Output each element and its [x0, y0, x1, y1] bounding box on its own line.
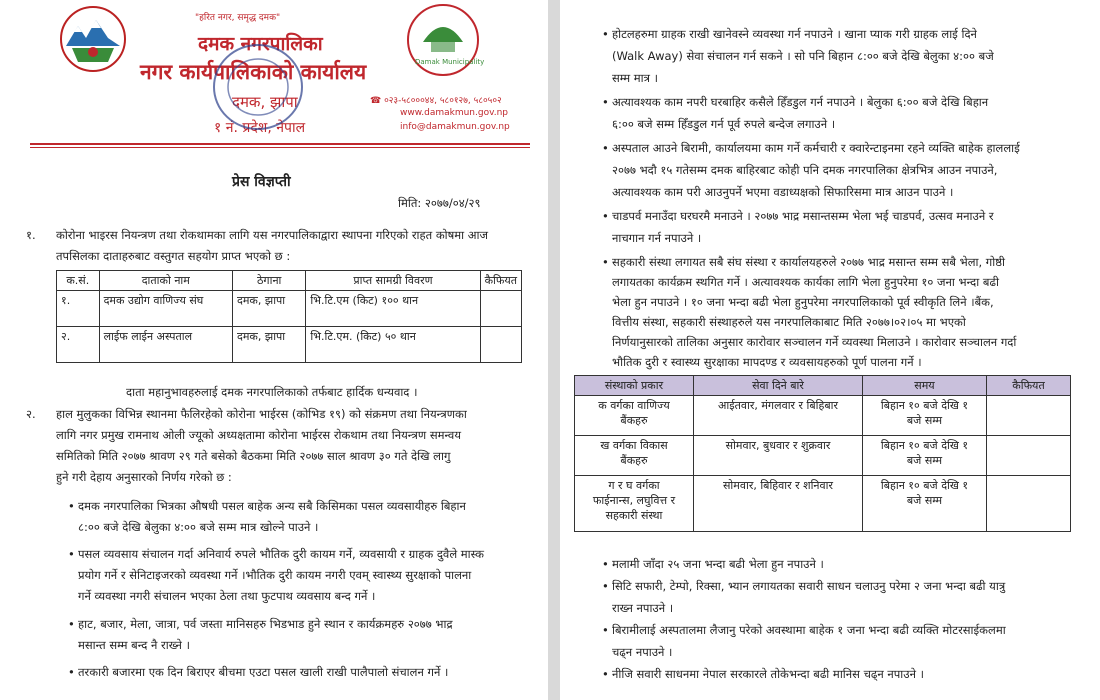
- list-item-line: अस्पताल आउने बिरामी, कार्यालयमा काम गर्ने कर्मचारी र क्वारेन्टाइनमा रहने व्यक्ति बाहेक हाललाई: [612, 141, 1020, 155]
- table-cell: भि.टि.एम (किट) १०० थान: [306, 291, 480, 327]
- province-line: १ नं. प्रदेश, नेपाल: [214, 120, 306, 136]
- list-item-line: निर्णयानुसारको तालिका अनुसार कारोवार सञ्चालन गर्ने व्यवस्था मिलाउने । कारोवार सञ्चालन गर्दा: [612, 335, 1017, 349]
- header-divider-bottom: [30, 147, 530, 148]
- table-header: कैफियत: [480, 271, 521, 291]
- para1-line-1: कोरोना भाइरस नियन्त्रण तथा रोकथामका लागि यस नगरपालिकाद्वारा स्थापना गरिएको राहत कोषमा आज: [56, 228, 489, 242]
- table-cell: १.: [57, 291, 100, 327]
- table-cell: [480, 291, 521, 327]
- list-item-line: गर्ने व्यवस्था नगरी संचालन भएका ठेला तथा फुटपाथ व्यवसाय बन्द गर्ने ।: [78, 589, 376, 603]
- list-item-line: भेला हुन नपाउने । १० जना भन्दा बढी भेला हुनुपरेमा नगरपालिकाको पूर्व स्वीकृति लिने ।बैंक,: [612, 295, 994, 309]
- table-header: कैफियत: [987, 376, 1071, 396]
- para2-line-2: लागि नगर प्रमुख रामनाथ ओली ज्यूको अध्यक्षतामा कोरोना भाईरस रोकथाम तथा नियन्त्रण समन्वय: [56, 428, 461, 442]
- table-row: [575, 436, 1071, 476]
- date-label: मिति: २०७७/०४/२९: [398, 196, 481, 210]
- office-title: नगर कार्यपालिकाको कार्यालय: [140, 60, 367, 84]
- list-item-line: अत्यावश्यक काम नपरी घरबाहिर कसैले हिँडडुल गर्न नपाउने । बेलुका ६:०० बजे देखि बिहान: [612, 95, 989, 109]
- list-item-line: ८:०० बजे देखि बेलुका ४:०० बजे सम्म मात्र खोल्ने पाउने ।: [78, 520, 319, 534]
- para2-line-4: हुने गरी देहाय अनुसारको निर्णय गरेको छ :: [56, 470, 232, 484]
- office-stamp-icon: [208, 40, 308, 135]
- table-header: दाताको नाम: [99, 271, 232, 291]
- bullet-icon: •: [602, 579, 609, 593]
- para2-line-1: हाल मुलुकका विभिन्न स्थानमा फैलिरहेको कोरोना भाईरस (कोभिड १९) को संक्रमण तथा नियन्त्रणका: [56, 407, 467, 421]
- list-item-line: पसल व्यवसाय संचालन गर्दा अनिवार्य रुपले भौतिक दुरी कायम गर्ने, व्यवसायी र ग्राहक दुवैले मास्क: [78, 547, 484, 561]
- list-item-line: नाचगान गर्न नपाउने ।: [612, 231, 702, 245]
- list-item-line: मलामी जाँदा २५ जना भन्दा बढी भेला हुन नपाउने ।: [612, 557, 824, 571]
- table-cell: २.: [57, 327, 100, 363]
- list-item-line: बिरामीलाई अस्पतालमा लैजानु परेको अवस्थामा बाहेक १ जना भन्दा बढी व्यक्ति मोटरसाईकलमा: [612, 623, 1006, 637]
- bullet-icon: •: [602, 95, 609, 109]
- phone-number: ☎ ०२३-५८०००४४, ५८०१२७, ५८०५०२: [370, 96, 502, 106]
- list-item-line: लगायतका कार्यक्रम स्थगित गर्ने । अत्यावश्यक कार्यका लागि भेला हुनुपरेमा १० जना भन्दा बढी: [612, 275, 999, 289]
- table-header-row: [57, 271, 522, 291]
- list-item-line: चाडपर्व मनाउँदा घरघरमै मनाउने । २०७७ भाद्र मसान्तसम्म भेला भई चाडपर्व, उत्सव मनाउने र: [612, 209, 994, 223]
- list-item-line: भौतिक दुरी र स्वास्थ्य सुरक्षाका मापदण्ड र व्यवसायहरुको पूर्ण पालना गर्ने ।: [612, 355, 922, 369]
- header-divider-top: [30, 143, 530, 145]
- table-cell: बिहान १० बजे देखि १ बजे सम्म: [863, 476, 987, 532]
- table-cell: दमक, झापा: [233, 327, 306, 363]
- list-item-line: होटलहरुमा ग्राहक राखी खानेवस्ने व्यवस्था गर्न नपाउने । खाना प्याक गरी ग्राहक लाई दिने: [612, 27, 977, 41]
- list-item-line: वित्तीय संस्था, सहकारी संस्थाहरुले यस नगरपालिकाबाट मिति २०७७।०२।०५ मा भएको: [612, 315, 966, 329]
- table-header: सेवा दिने बारे: [694, 376, 863, 396]
- table-row: [575, 476, 1071, 532]
- table-cell: भि.टि.एम. (किट) ५० थान: [306, 327, 480, 363]
- list-item-line: (Walk Away) सेवा संचालन गर्न सकने । सो पनि बिहान ८:०० बजे देखि बेलुका ४:०० बजे: [612, 49, 994, 63]
- table-cell: लाईफ लाईन अस्पताल: [99, 327, 232, 363]
- right-page: [560, 0, 1100, 700]
- list-item-line: ६:०० बजे सम्म हिँडडुल गर्न पूर्व रुपले बन्देज लगाउने ।: [612, 117, 836, 131]
- bullet-icon: •: [68, 499, 75, 513]
- list-item-line: तरकारी बजारमा एक दिन बिराएर बीचमा एउटा पसल खाली राखी पालैपालो संचालन गर्ने ।: [78, 665, 449, 679]
- list-item-line: सहकारी संस्था लगायत सबै संघ संस्था र कार्यालयहरुले २०७७ भाद्र मसान्त सम्म सबै भेला, गोष्ठी: [612, 255, 1005, 269]
- list-item-line: प्रयोग गर्ने र सेनिटाइजरको व्यवस्था गर्ने ।भौतिक दुरी कायम नगरी एवम् स्वास्थ्य सुरक्षाको पालना: [78, 568, 472, 582]
- para2-number: २.: [26, 407, 36, 421]
- table-header: संस्थाको प्रकार: [575, 376, 694, 396]
- thanks-note: दाता महानुभावहरुलाई दमक नगरपालिकाको तर्फबाट हार्दिक धन्यवाद ।: [126, 385, 418, 399]
- bullet-icon: •: [602, 209, 609, 223]
- list-item-line: राख्न नपाउने ।: [612, 601, 674, 615]
- list-item-line: सिटि सफारी, टेम्पो, रिक्सा, भ्यान लगायतका सवारी साधन चलाउनु परेमा २ जना भन्दा बढी यात्रु: [612, 579, 1006, 593]
- office-name: दमक नगरपालिका: [198, 33, 323, 55]
- list-item-line: चढ्न नपाउने ।: [612, 645, 673, 659]
- bullet-icon: •: [602, 557, 609, 571]
- table-header: समय: [863, 376, 987, 396]
- seal-text: Damak Municipality: [415, 58, 485, 66]
- para1-number: १.: [26, 228, 36, 242]
- table-cell: [987, 476, 1071, 532]
- email-link[interactable]: info@damakmun.gov.np: [400, 122, 510, 132]
- table-cell: दमक, झापा: [233, 291, 306, 327]
- para2-line-3: समितिको मिति २०७७ श्रावण २९ गते बसेको बैठकमा मिति २०७७ साल श्रावण ३० गते देखि लागु: [56, 449, 451, 463]
- table-cell: आईतवार, मंगलवार र बिहिबार: [694, 396, 863, 436]
- table-row: [575, 396, 1071, 436]
- table-cell: सोमवार, बुधवार र शुक्रवार: [694, 436, 863, 476]
- table-header: ठेगाना: [233, 271, 306, 291]
- table-cell: [480, 327, 521, 363]
- bullet-icon: •: [602, 667, 609, 681]
- list-item-line: २०७७ भदौ १५ गतेसम्म दमक बाहिरबाट कोही पनि दमक नगरपालिका क्षेत्रभित्र आउन नपाउने,: [612, 163, 998, 177]
- table-cell: ख वर्गका विकास बैंकहरु: [575, 436, 694, 476]
- table-cell: क वर्गका वाणिज्य बैंकहरु: [575, 396, 694, 436]
- website-link[interactable]: www.damakmun.gov.np: [400, 108, 508, 118]
- list-item-line: अत्यावश्यक काम परी आउनुपर्ने भएमा वडाध्यक्षको सिफारिसमा मात्र आउन पाउने ।: [612, 185, 954, 199]
- bullet-icon: •: [602, 141, 609, 155]
- bank-schedule-table: [574, 375, 1071, 532]
- table-header: क.सं.: [57, 271, 100, 291]
- tagline: "हरित नगर, समृद्ध दमक": [195, 13, 281, 23]
- table-row: [57, 327, 522, 363]
- page-title: प्रेस विज्ञप्ती: [232, 174, 291, 190]
- municipality-seal-icon: [405, 2, 481, 78]
- table-cell: बिहान १० बजे देखि १ बजे सम्म: [863, 396, 987, 436]
- table-header-row: [575, 376, 1071, 396]
- bullet-icon: •: [68, 665, 75, 679]
- table-row: [57, 291, 522, 327]
- bullet-icon: •: [602, 623, 609, 637]
- bullet-icon: •: [68, 617, 75, 631]
- table-cell: [987, 396, 1071, 436]
- table-cell: बिहान १० बजे देखि १ बजे सम्म: [863, 436, 987, 476]
- table-header: प्राप्त सामग्री विवरण: [306, 271, 480, 291]
- para1-line-2: तपसिलका दाताहरुबाट वस्तुगत सहयोग प्राप्त भएको छ :: [56, 249, 291, 263]
- left-page: [0, 0, 548, 700]
- table-cell: [987, 436, 1071, 476]
- list-item-line: मसान्त सम्म बन्द नै राख्ने ।: [78, 638, 190, 652]
- donor-table: [56, 270, 522, 363]
- list-item-line: दमक नगरपालिका भित्रका औषधी पसल बाहेक अन्य सबै किसिमका पसल व्यवसायीहरु बिहान: [78, 499, 466, 513]
- nepal-emblem-icon: [58, 4, 128, 74]
- bullet-icon: •: [602, 27, 609, 41]
- list-item-line: हाट, बजार, मेला, जात्रा, पर्व जस्ता मानिसहरु भिडभाड हुने स्थान र कार्यक्रमहरु २०७७ भाद्र: [78, 617, 453, 631]
- list-item-line: सम्म मात्र ।: [612, 71, 658, 85]
- district-line: दमक, झापा: [232, 93, 298, 111]
- bullet-icon: •: [602, 255, 609, 269]
- list-item-line: नीजि सवारी साधनमा नेपाल सरकारले तोकेभन्दा बढी मानिस चढ्न नपाउने ।: [612, 667, 924, 681]
- bullet-icon: •: [68, 547, 75, 561]
- table-cell: ग र घ वर्गका फाईनान्स, लघुवित्त र सहकारी संस्था: [575, 476, 694, 532]
- table-cell: सोमवार, बिहिवार र शनिवार: [694, 476, 863, 532]
- table-cell: दमक उद्योग वाणिज्य संघ: [99, 291, 232, 327]
